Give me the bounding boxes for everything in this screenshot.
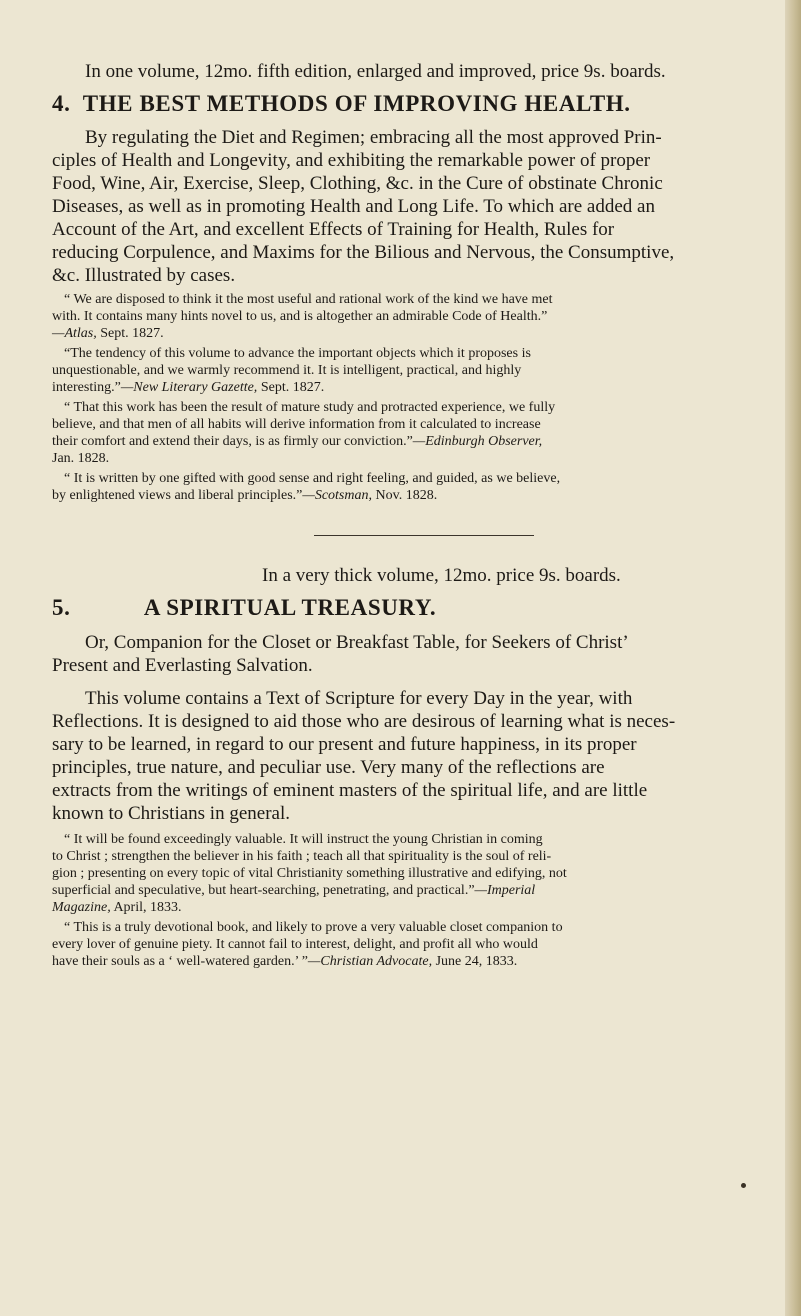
review-line: gion ; presenting on every topic of vital Christianity something illustrative and edifying, not [52, 866, 567, 881]
section-4-body-line: By regulating the Diet and Regimen; embracing all the most approved Prin- [85, 127, 662, 148]
review-attribution: Magazine, April, 1833. [52, 900, 182, 915]
review-attribution: superficial and speculative, but heart-searching, penetrating, and practical.”—Imperial [52, 883, 536, 898]
section-5-heading [52, 595, 436, 621]
review-line: “ This is a truly devotional book, and likely to prove a very valuable closet companion to [64, 920, 563, 935]
page-edge [785, 0, 801, 1316]
section-5-number: 5. [52, 595, 71, 620]
section-5-body-line: sary to be learned, in regard to our present and future happiness, in its proper [52, 734, 637, 755]
review-line: “ We are disposed to think it the most useful and rational work of the kind we have met [64, 292, 553, 307]
review-line: “ That this work has been the result of mature study and protracted experience, we fully [64, 400, 556, 415]
section-4-number: 4. [52, 91, 71, 116]
review-line: believe, and that men of all habits will derive information from it calculated to increase [52, 417, 541, 432]
section-5-title: A SPIRITUAL TREASURY. [143, 595, 437, 620]
section-5-body-line: Reflections. It is designed to aid those who are desirous of learning what is neces- [52, 711, 676, 732]
section-4-header: In one volume, 12mo. fifth edition, enlarged and improved, price 9s. boards. [85, 61, 666, 82]
review-attribution: interesting.”—New Literary Gazette, Sept. 1827. [52, 380, 325, 395]
review-line: with. It contains many hints novel to us, and is altogether an admirable Code of Health.” [52, 309, 548, 324]
review-date: Jan. 1828. [52, 451, 110, 466]
review-line: “ It will be found exceedingly valuable. It will instruct the young Christian in coming [64, 832, 543, 847]
section-5-header: In a very thick volume, 12mo. price 9s. boards. [262, 565, 621, 586]
section-5-body-line: known to Christians in general. [52, 803, 290, 824]
review-attribution: by enlightened views and liberal principles.”—Scotsman, Nov. 1828. [52, 488, 438, 503]
section-4-body-line: &c. Illustrated by cases. [52, 265, 236, 286]
section-4-body-line: Diseases, as well as in promoting Health and Long Life. To which are added an [52, 196, 655, 217]
section-divider [314, 535, 534, 536]
review-line: “The tendency of this volume to advance the important objects which it proposes is [64, 346, 531, 361]
section-4-heading [52, 91, 631, 117]
review-line: unquestionable, and we warmly recommend it. It is intelligent, practical, and highly [52, 363, 522, 378]
review-attribution: —Atlas, Sept. 1827. [52, 326, 164, 341]
section-4-body-line: Account of the Art, and excellent Effects of Training for Health, Rules for [52, 219, 615, 240]
section-5-body-line: extracts from the writings of eminent masters of the spiritual life, and are little [52, 780, 648, 801]
section-5-body-line: This volume contains a Text of Scripture for every Day in the year, with [85, 688, 633, 709]
review-attribution: have their souls as a ‘ well-watered garden.’ ”—Christian Advocate, June 24, 1833. [52, 954, 518, 969]
review-attribution: their comfort and extend their days, is as firmly our conviction.”—Edinburgh Observer, [52, 434, 543, 449]
section-5-subtitle-line: Or, Companion for the Closet or Breakfast Table, for Seekers of Christ’ [85, 632, 629, 653]
section-5-body-line: principles, true nature, and peculiar use. Very many of the reflections are [52, 757, 605, 778]
review-line: every lover of genuine piety. It cannot fail to interest, delight, and profit all who would [52, 937, 538, 952]
section-4-body-line: ciples of Health and Longevity, and exhibiting the remarkable power of proper [52, 150, 651, 171]
review-line: to Christ ; strengthen the believer in his faith ; teach all that spirituality is the soul of reli- [52, 849, 552, 864]
section-5-subtitle-line: Present and Everlasting Salvation. [52, 655, 313, 676]
section-4-body-line: reducing Corpulence, and Maxims for the Bilious and Nervous, the Consumptive, [52, 242, 675, 263]
section-4-title: THE BEST METHODS OF IMPROVING HEALTH. [82, 91, 631, 116]
review-line: “ It is written by one gifted with good sense and right feeling, and guided, as we believe, [64, 471, 561, 486]
ink-spot [741, 1183, 746, 1188]
section-4-body-line: Food, Wine, Air, Exercise, Sleep, Clothing, &c. in the Cure of obstinate Chronic [52, 173, 663, 194]
